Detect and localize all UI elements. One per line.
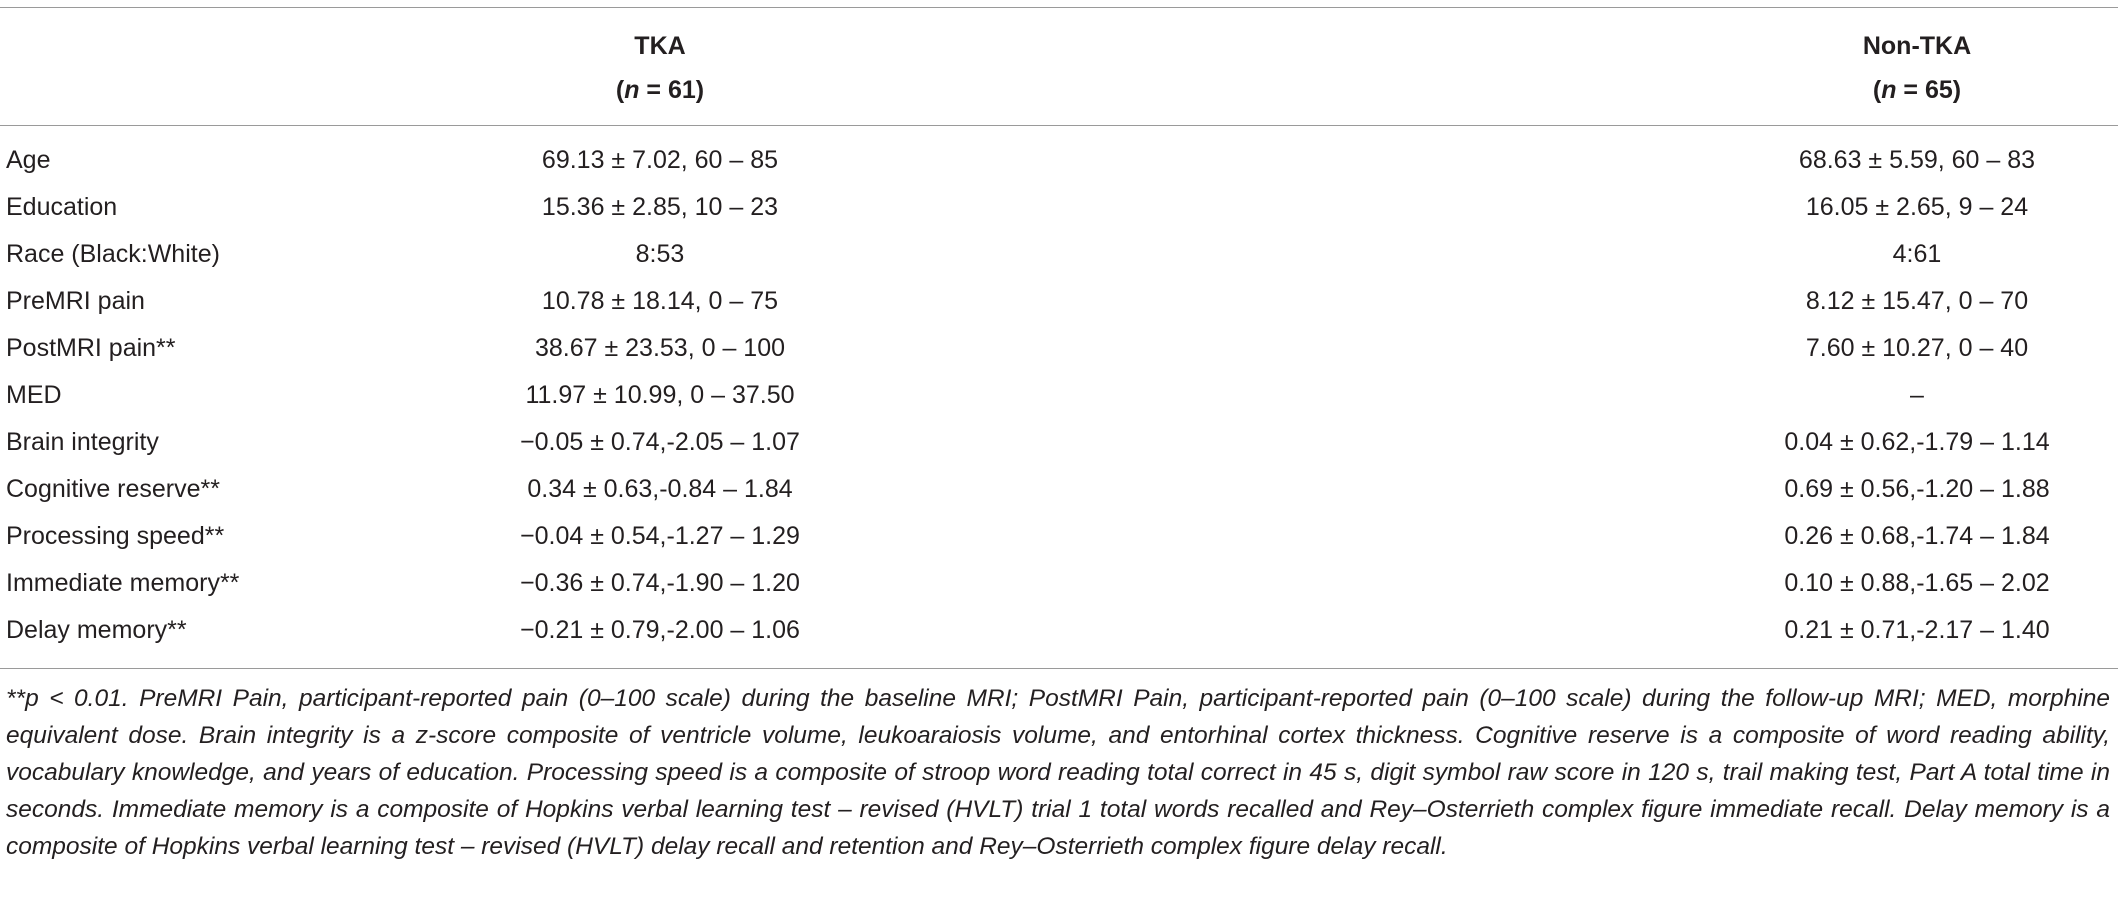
table-footnote: **p < 0.01. PreMRI Pain, participant-reported pain (0–100 scale) during the baseline MRI; PostMRI Pain, participant-reported pain (0–100 scale) during the follow-up MRI; MED, morphine equivalent dose. Brain integrity is a z-score composite of ventricle volume, leukoaraiosis volume, and entorhinal cortex thickness. Cognitive reserve is a composite of word reading ability, vocabulary knowledge, and years of education. Processing speed is a composite of stroop word reading total correct in 45 s, digit symbol raw score in 120 s, trail making test, Part A total time in seconds. Immediate memory is a composite of Hopkins verbal learning test – revised (HVLT) trial 1 total words recalled and Rey–Osterrieth complex figure immediate recall. Delay memory is a composite of Hopkins verbal learning test – revised (HVLT) delay recall and retention and Rey–Osterrieth complex figure delay recall. (6, 685, 2110, 860)
cell-non-tka: 0.69 ± 0.56,-1.20 – 1.88 (1784, 475, 2050, 503)
column-header-tka-n: (n = 61) (615, 76, 705, 104)
table-body (0, 137, 2118, 654)
cell-tka: 0.34 ± 0.63,-0.84 – 1.84 (527, 475, 793, 503)
table-row (0, 560, 2118, 607)
cell-non-tka: 0.21 ± 0.71,-2.17 – 1.40 (1784, 616, 2050, 644)
table-row (0, 184, 2118, 231)
column-header-tka (300, 24, 1020, 112)
row-label: Delay memory** (6, 616, 187, 644)
table-top-rule (0, 7, 2118, 8)
row-label: Cognitive reserve** (6, 475, 220, 503)
cell-non-tka: 0.10 ± 0.88,-1.65 – 2.02 (1784, 569, 2050, 597)
row-label: Brain integrity (6, 428, 159, 456)
cell-non-tka: 16.05 ± 2.65, 9 – 24 (1805, 193, 2029, 221)
table-row (0, 466, 2118, 513)
row-label: Education (6, 193, 118, 221)
table-bottom-rule (0, 668, 2118, 669)
column-header-non-tka (1737, 24, 2097, 112)
column-header-non-tka-name: Non-TKA (1862, 32, 1972, 60)
cell-tka: 15.36 ± 2.85, 10 – 23 (541, 193, 779, 221)
table-row (0, 607, 2118, 654)
cell-tka: 11.97 ± 10.99, 0 – 37.50 (525, 381, 795, 409)
table-row (0, 513, 2118, 560)
cell-tka: 38.67 ± 23.53, 0 – 100 (534, 334, 786, 362)
cell-tka: −0.36 ± 0.74,-1.90 – 1.20 (520, 569, 800, 597)
cell-non-tka: 0.26 ± 0.68,-1.74 – 1.84 (1784, 522, 2050, 550)
column-header-tka-name: TKA (634, 32, 686, 60)
cell-tka: −0.04 ± 0.54,-1.27 – 1.29 (520, 522, 800, 550)
cell-non-tka: 0.04 ± 0.62,-1.79 – 1.14 (1784, 428, 2050, 456)
cell-non-tka: 4:61 (1892, 240, 1942, 268)
table-row (0, 278, 2118, 325)
table-row (0, 325, 2118, 372)
column-header-non-tka-n-value: = 65 (1896, 76, 1953, 104)
row-label: PostMRI pain** (6, 334, 176, 362)
table-header-rule (0, 125, 2118, 126)
row-label: Race (Black:White) (6, 240, 220, 268)
column-header-non-tka-n: (n = 65) (1872, 76, 1962, 104)
cell-tka: 69.13 ± 7.02, 60 – 85 (541, 146, 779, 174)
row-label: Age (6, 146, 51, 174)
column-header-tka-n-value: = 61 (639, 76, 696, 104)
cell-non-tka: 68.63 ± 5.59, 60 – 83 (1798, 146, 2036, 174)
table-row (0, 419, 2118, 466)
cell-tka: −0.21 ± 0.79,-2.00 – 1.06 (520, 616, 800, 644)
column-header-non-tka-n-label: n (1881, 76, 1897, 104)
table-row (0, 231, 2118, 278)
row-label: Processing speed** (6, 522, 225, 550)
row-label: MED (6, 381, 62, 409)
cell-tka: 10.78 ± 18.14, 0 – 75 (541, 287, 779, 315)
cell-tka: 8:53 (635, 240, 685, 268)
row-label: PreMRI pain (6, 287, 145, 315)
cell-non-tka: – (1910, 381, 1924, 409)
table-row (0, 137, 2118, 184)
cell-non-tka: 8.12 ± 15.47, 0 – 70 (1805, 287, 2029, 315)
cell-tka: −0.05 ± 0.74,-2.05 – 1.07 (520, 428, 800, 456)
table-row (0, 372, 2118, 419)
cell-non-tka: 7.60 ± 10.27, 0 – 40 (1805, 334, 2029, 362)
row-label: Immediate memory** (6, 569, 240, 597)
column-header-tka-n-label: n (624, 76, 640, 104)
